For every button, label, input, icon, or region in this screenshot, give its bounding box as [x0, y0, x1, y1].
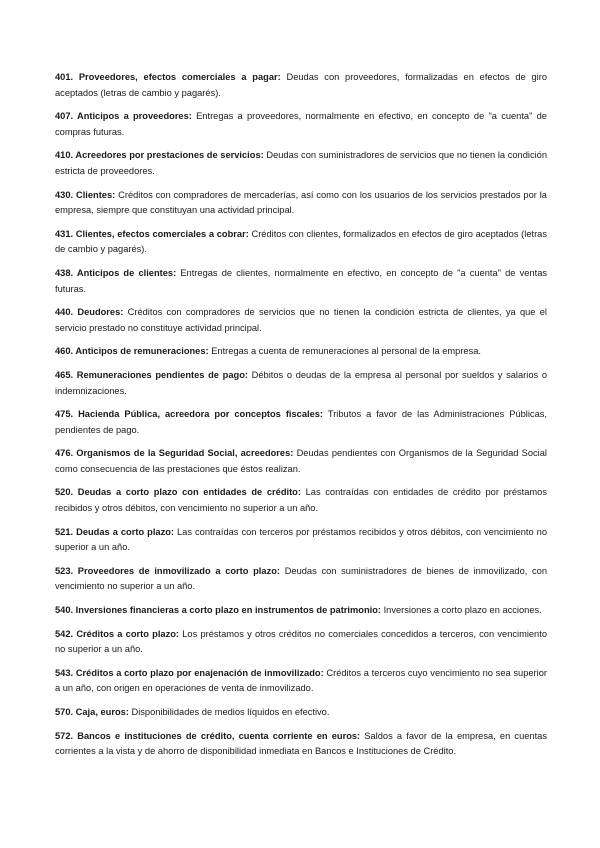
account-entry-543 — [55, 666, 547, 697]
account-entry-401 — [55, 70, 547, 101]
account-description: Entregas a cuenta de remuneraciones al personal de la empresa. — [211, 346, 481, 357]
account-entry-431 — [55, 227, 547, 258]
account-term: 542. Créditos a corto plazo: — [55, 628, 180, 639]
account-term: 543. Créditos a corto plazo por enajenación de inmovilizado: — [55, 667, 324, 678]
account-description: Inversiones a corto plazo en acciones. — [383, 605, 542, 616]
account-description: Créditos con compradores de servicios que no tienen la condición estricta de clientes, ya que el servicio prestado no constituye actividad principal. — [55, 307, 547, 333]
account-term: 430. Clientes: — [55, 189, 116, 200]
account-description: Deudas con suministradores de servicios que no tienen la condición estricta de proveedores. — [55, 150, 548, 176]
account-entry-572 — [55, 729, 547, 760]
account-term: 440. Deudores: — [55, 307, 124, 318]
account-term: 401. Proveedores, efectos comerciales a pagar: — [55, 72, 281, 82]
account-entry-460 — [55, 344, 547, 360]
account-description: Deudas con proveedores, formalizadas en efectos de giro aceptados (letras de cambio y pagarés). — [55, 72, 547, 98]
account-term: 570. Caja, euros: — [55, 707, 129, 717]
account-entry-430 — [55, 188, 547, 219]
account-description: Tributos a favor de las Administraciones Públicas, pendientes de pago. — [55, 409, 547, 435]
account-term: 540. Inversiones financieras a corto plazo en instrumentos de patrimonio: — [55, 605, 381, 616]
account-description: Saldos a favor de la empresa, en cuentas corrientes a la vista y de ahorro de disponibilidad inmediata en Bancos e Instituciones de Crédito. — [55, 730, 547, 757]
account-entry-521 — [55, 525, 547, 556]
account-description: Créditos con compradores de mercaderías, así como con los usuarios de los servicios prestados por la empresa, siempre que constituyan una actividad principal. — [55, 189, 547, 216]
account-term: 523. Proveedores de inmovilizado a corto plazo: — [55, 565, 280, 576]
account-entry-410 — [55, 148, 547, 179]
account-entry-542 — [55, 627, 547, 658]
account-entry-465 — [55, 368, 547, 399]
account-description: Débitos o deudas de la empresa al personal por sueldos y salarios o indemnizaciones. — [55, 369, 547, 396]
account-description: Créditos a terceros cuyo vencimiento no sea superior a un año, con origen en operaciones de venta de inmovilizado. — [55, 667, 547, 694]
account-term: 520. Deudas a corto plazo con entidades de crédito: — [55, 487, 301, 498]
account-description: Las contraídas con entidades de crédito por préstamos recibidos y otros débitos, con vencimiento no superior a un año. — [55, 487, 547, 514]
account-description: Créditos con clientes, formalizados en efectos de giro aceptados (letras de cambio y pagarés). — [55, 228, 548, 255]
account-term: 476. Organismos de la Seguridad Social, acreedores: — [55, 448, 294, 459]
account-entry-523 — [55, 564, 547, 595]
account-term: 475. Hacienda Pública, acreedora por conceptos fiscales: — [55, 409, 324, 420]
account-term: 407. Anticipos a proveedores: — [55, 111, 192, 122]
account-entry-540 — [55, 603, 547, 619]
account-entry-440 — [55, 305, 547, 336]
account-description: Deudas pendientes con Organismos de la Seguridad Social como consecuencia de las prestaciones que éstos realizan. — [55, 448, 547, 474]
account-term: 410. Acreedores por prestaciones de servicios: — [55, 150, 264, 161]
account-description: Entregas de clientes, normalmente en efectivo, en concepto de "a cuenta" de ventas futuras. — [55, 267, 548, 294]
account-term: 572. Bancos e instituciones de crédito, cuenta corriente en euros: — [55, 730, 361, 741]
account-description: Entregas a proveedores, normalmente en efectivo, en concepto de "a cuenta" de compras futuras. — [55, 111, 547, 137]
account-entry-520 — [55, 485, 547, 516]
account-term: 521. Deudas a corto plazo: — [55, 526, 174, 537]
account-term: 460. Anticipos de remuneraciones: — [55, 346, 209, 357]
account-term: 431. Clientes, efectos comerciales a cobrar: — [55, 228, 249, 239]
account-description: Disponibilidades de medios líquidos en efectivo. — [131, 707, 330, 717]
account-entry-476 — [55, 446, 547, 477]
account-description: Los préstamos y otros créditos no comerciales concedidos a terceros, con vencimiento no superior a un año. — [55, 628, 547, 655]
account-entry-570 — [55, 705, 547, 721]
account-definitions-list — [55, 70, 547, 768]
account-entry-475 — [55, 407, 547, 438]
account-term: 465. Remuneraciones pendientes de pago: — [55, 369, 248, 380]
account-entry-407 — [55, 109, 547, 140]
account-term: 438. Anticipos de clientes: — [55, 267, 177, 278]
account-description: Deudas con suministradores de bienes de inmovilizado, con vencimiento no superior a un año. — [55, 565, 547, 592]
account-description: Las contraídas con terceros por préstamos recibidos y otros débitos, con vencimiento no superior a un año. — [55, 526, 547, 553]
account-entry-438 — [55, 266, 547, 297]
